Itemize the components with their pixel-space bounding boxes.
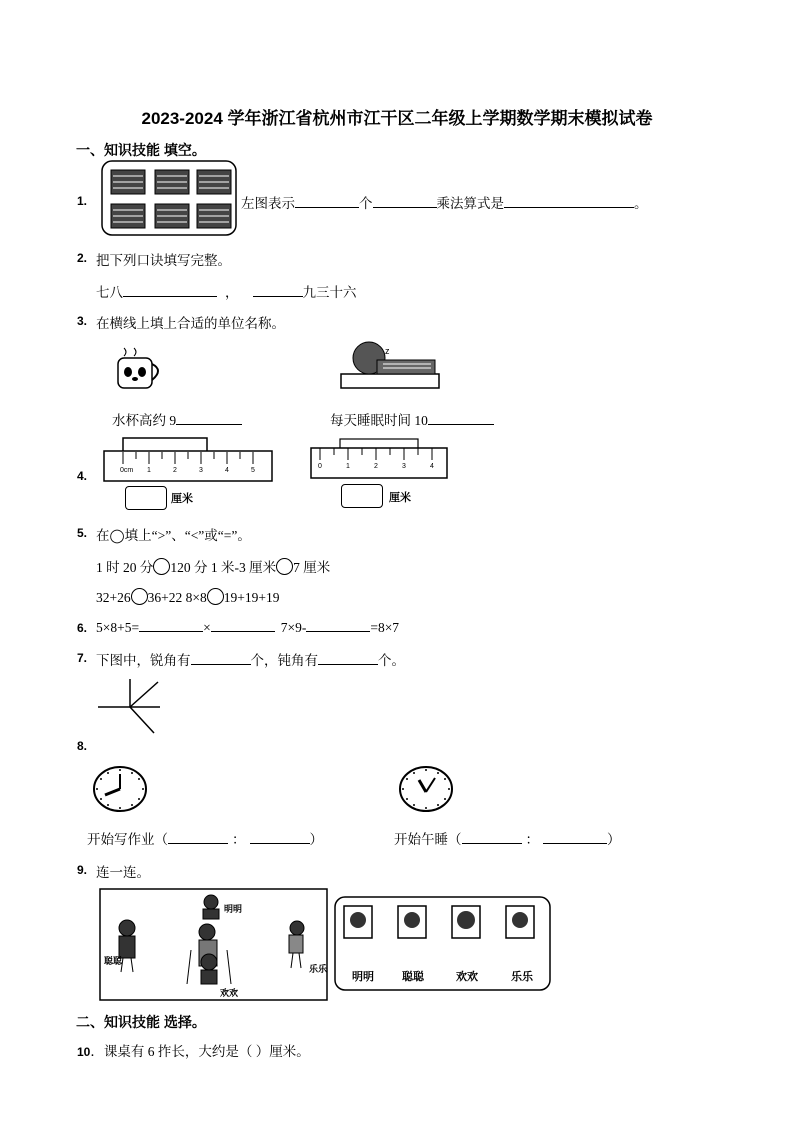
q6-blank-2[interactable] [211, 619, 275, 632]
angles-figure [96, 676, 162, 736]
sleeping-child-image [337, 338, 443, 392]
compare-circle[interactable] [131, 588, 148, 605]
q1-blank-3[interactable] [504, 195, 634, 208]
q5-number: 5. [77, 526, 88, 540]
svg-text:0: 0 [318, 463, 322, 470]
q9-name-congcong: 聪聪 [402, 971, 424, 983]
q1-label-d: 。 [634, 196, 648, 211]
svg-text:4: 4 [430, 463, 434, 470]
q7-blank-1[interactable] [191, 652, 251, 665]
q4-unit-2: 厘米 [389, 492, 411, 504]
q9-name-huanhuan: 欢欢 [456, 971, 478, 983]
q4-answer-box-2[interactable] [341, 484, 383, 508]
q6-expr-a: 5×8+5= [96, 620, 140, 635]
q8-blank-min-2[interactable] [543, 831, 607, 844]
q6-expr-c: 7×9- [280, 620, 307, 635]
q5-prompt: 在◯填上“>”、“<”或“=”。 [96, 528, 251, 543]
q5-row-1 [96, 556, 330, 576]
svg-text:2: 2 [173, 467, 177, 474]
q2-blank-1[interactable] [123, 284, 217, 297]
book-stacks-image [101, 160, 237, 236]
ruler-2 [310, 438, 450, 480]
q5-expr-a2: 120 分 1 米-3 厘米 [170, 560, 277, 575]
q1-label-b: 个 [359, 196, 373, 211]
q9-name-mingming: 明明 [352, 971, 374, 983]
q9-tag-mingming: 明明 [224, 904, 243, 914]
q9-prompt: 连一连。 [96, 865, 150, 880]
q8-close-paren: ） [309, 832, 323, 847]
q5-expr-b3: 19+19+19 [223, 590, 280, 605]
compare-circle[interactable] [207, 588, 224, 605]
q7-line [96, 649, 405, 669]
q1-label-c: 乘法算式是 [436, 196, 504, 211]
q9-number: 9. [77, 863, 88, 877]
q1-text [241, 192, 648, 212]
q3-blank-cup[interactable] [176, 412, 242, 425]
q5-expr-a3: 7 厘米 [293, 560, 331, 575]
svg-text:3: 3 [402, 463, 406, 470]
q4-unit-1: 厘米 [171, 493, 193, 505]
q2-number: 2. [77, 251, 88, 265]
svg-text:z: z [385, 346, 390, 356]
q8-nap-label: 开始午睡（ [394, 832, 462, 847]
q10-text: ．课桌有 6 拃长，大约是（ ）厘米。 [90, 1044, 310, 1059]
svg-text:4: 4 [225, 467, 229, 474]
q1-blank-1[interactable] [295, 195, 359, 208]
q6-expr-d: =8×7 [370, 620, 400, 635]
q7-label-a: 下图中，锐角有 [96, 653, 191, 668]
q8-close-paren: ） [607, 832, 621, 847]
compare-circle[interactable] [276, 558, 293, 575]
q9-tag-congcong: 聪聪 [104, 956, 123, 966]
svg-text:3: 3 [199, 467, 203, 474]
q7-number: 7. [77, 651, 88, 665]
q8-homework-line [87, 828, 323, 848]
q7-blank-2[interactable] [318, 652, 378, 665]
section-heading-2: 二、知识技能 选择。 [76, 1014, 206, 1030]
q5-row-2 [96, 588, 279, 606]
q8-blank-hour-2[interactable] [462, 831, 522, 844]
q6-number: 6. [77, 621, 88, 635]
q1-blank-2[interactable] [373, 195, 437, 208]
q10-line [77, 1040, 310, 1060]
section-heading-1: 一、知识技能 填空。 [76, 142, 206, 158]
q5-expr-b1: 32+26 [96, 590, 131, 605]
q1-label-a: 左图表示 [241, 196, 295, 211]
q4-number: 4. [77, 469, 88, 483]
q3-sleep-line [330, 409, 494, 429]
q2-phrase-b: 九三十六 [302, 285, 357, 300]
q2-comma: ， [225, 285, 239, 300]
children-viewing-image [99, 888, 329, 1002]
compare-circle[interactable] [153, 558, 170, 575]
q8-blank-min-1[interactable] [250, 831, 310, 844]
page-title: 2023-2024 学年浙江省杭州市江干区二年级上学期数学期末模拟试卷 [141, 109, 653, 128]
q6-times: × [203, 620, 211, 635]
q3-cup-label: 水杯高约 9 [112, 413, 177, 428]
q6-blank-3[interactable] [306, 619, 370, 632]
q8-number: 8. [77, 739, 88, 753]
q2-prompt: 把下列口诀填写完整。 [96, 253, 231, 268]
q3-blank-sleep[interactable] [428, 412, 494, 425]
q4-answer-box-1[interactable] [125, 486, 167, 510]
q10-number: 10 [77, 1045, 91, 1059]
q2-answers [96, 281, 357, 301]
ruler-1 [103, 436, 275, 486]
q7-label-b: 个，钝角有 [250, 653, 318, 668]
svg-text:1: 1 [147, 467, 151, 474]
q9-name-lele: 乐乐 [511, 971, 533, 983]
svg-text:2: 2 [374, 463, 378, 470]
svg-text:1: 1 [346, 463, 350, 470]
q2-blank-2[interactable] [253, 284, 303, 297]
mug-image [114, 346, 166, 392]
q3-sleep-label: 每天睡眠时间 10 [330, 413, 428, 428]
q7-label-c: 个。 [378, 653, 405, 668]
q3-number: 3. [77, 314, 88, 328]
q8-colon: ： [525, 832, 539, 847]
clock-nap-icon [397, 764, 455, 814]
q2-phrase-a: 七八 [96, 285, 123, 300]
q5-expr-b2: 36+22 8×8 [147, 590, 207, 605]
q8-colon: ： [232, 832, 246, 847]
q9-tag-lele: 乐乐 [309, 964, 328, 974]
q9-tag-huanhuan: 欢欢 [220, 988, 239, 998]
svg-text:5: 5 [251, 467, 255, 474]
q8-blank-hour-1[interactable] [168, 831, 228, 844]
q3-prompt: 在横线上填上合适的单位名称。 [96, 316, 285, 331]
q5-expr-a1: 1 时 20 分 [96, 560, 154, 575]
q6-line [96, 619, 399, 636]
q3-cup-line [112, 409, 242, 429]
q1-number: 1. [77, 194, 88, 208]
q8-homework-label: 开始写作业（ [87, 832, 168, 847]
clock-homework-icon [91, 764, 149, 814]
svg-text:0cm: 0cm [120, 467, 134, 474]
q8-nap-line [394, 828, 621, 848]
q6-blank-1[interactable] [139, 619, 203, 632]
